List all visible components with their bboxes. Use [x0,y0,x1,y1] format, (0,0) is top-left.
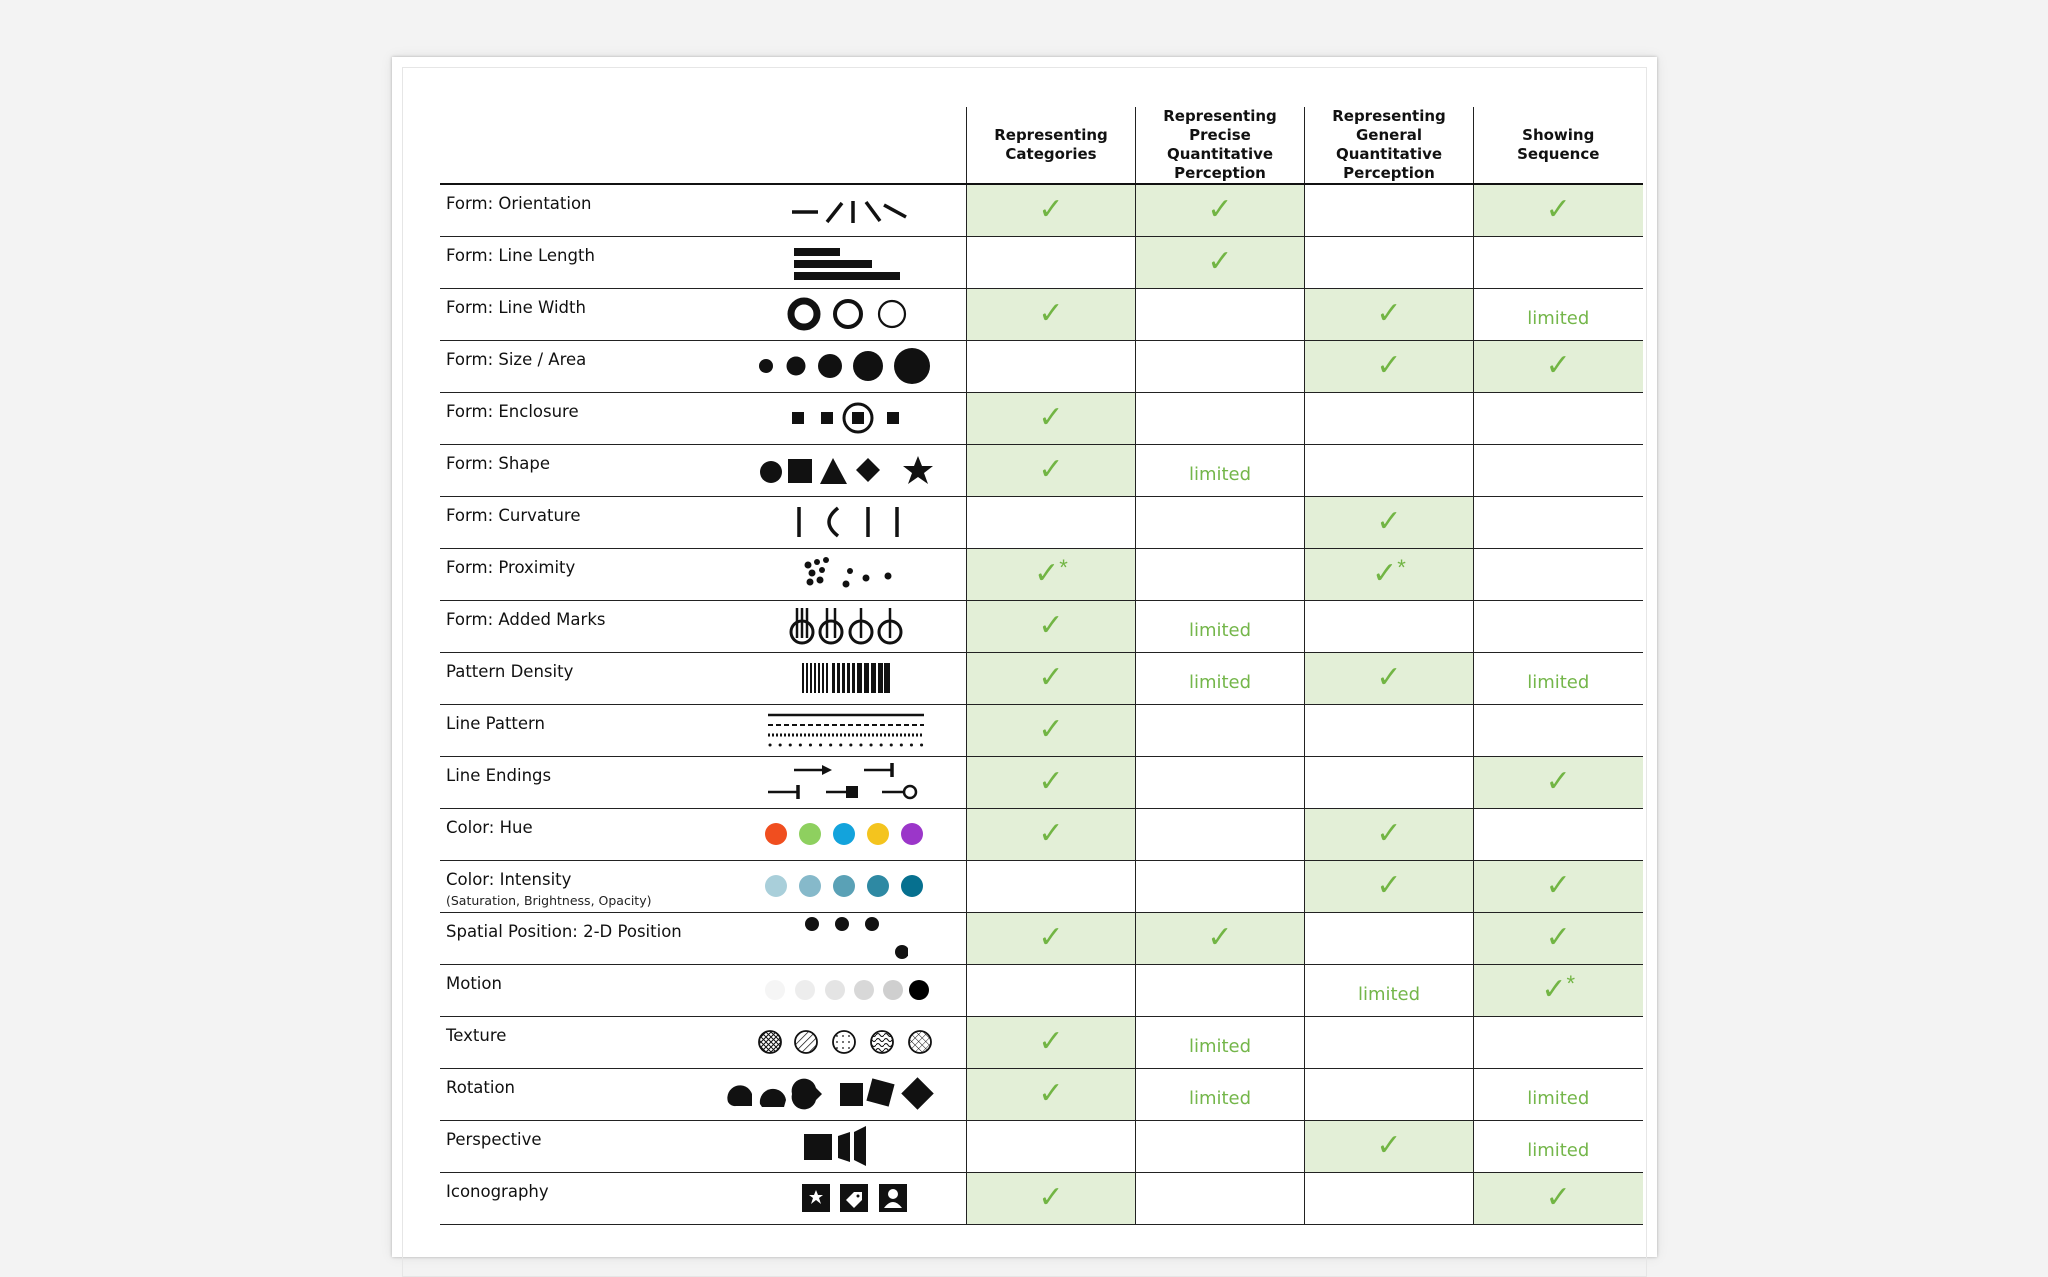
cell-general [1305,548,1474,600]
cell-general [1305,1172,1474,1224]
cell-seq [1474,496,1643,548]
check-icon: ✓ [1376,1128,1402,1163]
shape-icon [726,444,967,496]
cell-seq [1474,444,1643,496]
cell-seq [1474,340,1643,392]
cell-cat [967,288,1136,340]
cell-precise [1136,444,1305,496]
row-label-text: Form: Shape [446,453,551,473]
cell-cat [967,444,1136,496]
row-label-text: Color: Intensity [446,869,572,889]
cell-cat [967,756,1136,808]
row-label [440,340,726,392]
header-blank-glyph [726,107,967,184]
limited-label: limited [1527,1139,1590,1161]
cell-cat [967,1172,1136,1224]
perspective-icon [726,1120,967,1172]
check-icon: ✓ [1376,504,1402,539]
table-row [440,288,1643,340]
check-icon: ✓ [1376,660,1402,695]
cell-seq [1474,652,1643,704]
cell-general [1305,444,1474,496]
cell-seq [1474,860,1643,912]
check-icon: ✓ [1038,1024,1064,1059]
check-icon: ✓ [1545,192,1571,228]
table-row [440,392,1643,444]
cell-precise [1136,184,1305,236]
size-area-icon [726,340,967,392]
limited-label: limited [1188,463,1252,485]
color-hue-icon [726,808,967,860]
check-icon: ✓ [1372,556,1398,591]
cell-cat [967,600,1136,652]
pattern-density-icon [726,652,967,704]
column-header-line: Representing [1332,107,1446,125]
color-intensity-icon [726,860,967,912]
line-width-icon [726,288,967,340]
cell-seq [1474,808,1643,860]
cell-cat [967,808,1136,860]
check-icon: ✓ [1545,348,1571,383]
iconography-icon [726,1172,967,1224]
check-icon: ✓ [1038,452,1064,487]
table-row [440,964,1643,1016]
check-icon: ✓ [1038,608,1064,643]
row-label-text: Texture [446,1025,507,1045]
column-header-line: Showing [1522,126,1595,144]
cell-cat [967,236,1136,288]
cell-general [1305,912,1474,964]
cell-cat [967,860,1136,912]
cell-precise [1136,548,1305,600]
check-icon: ✓ [1545,764,1571,799]
check-icon: ✓ [1545,1180,1571,1215]
cell-general [1305,1120,1474,1172]
row-label [440,808,726,860]
row-label [440,548,726,600]
asterisk-note: * [1059,555,1068,580]
header-row [440,107,1643,184]
rotation-icon [726,1068,967,1120]
table-row [440,236,1643,288]
cell-general [1305,236,1474,288]
cell-seq [1474,704,1643,756]
row-label-text: Iconography [446,1181,549,1201]
cell-seq [1474,392,1643,444]
check-icon: ✓ [1038,920,1064,955]
cell-precise [1136,652,1305,704]
row-label [440,1016,726,1068]
table-row [440,1016,1643,1068]
cell-precise [1136,1016,1305,1068]
added-marks-icon [726,600,967,652]
line-endings-icon [726,756,967,808]
cell-seq [1474,288,1643,340]
cell-cat [967,964,1136,1016]
motion-icon [726,964,967,1016]
visual-encoding-table [440,107,1643,1225]
cell-cat [967,652,1136,704]
cell-general [1305,288,1474,340]
cell-cat [967,496,1136,548]
check-icon: ✓ [1541,972,1567,1007]
row-label [440,652,726,704]
cell-general [1305,340,1474,392]
row-label-text: Rotation [446,1077,516,1097]
proximity-icon [726,548,967,600]
limited-label: limited [1357,983,1421,1005]
enclosure-icon [726,392,967,444]
cell-precise [1136,1172,1305,1224]
check-icon: ✓ [1034,556,1060,591]
check-icon: ✓ [1376,296,1402,331]
line-length-icon [726,236,967,288]
cell-precise [1136,340,1305,392]
cell-seq [1474,548,1643,600]
asterisk-note: * [1397,555,1406,580]
cell-precise [1136,288,1305,340]
table-row [440,704,1643,756]
limited-label: limited [1527,671,1590,693]
row-label [440,704,726,756]
check-icon: ✓ [1376,868,1402,903]
row-label-text: Perspective [446,1129,542,1149]
limited-label: limited [1188,671,1252,693]
cell-seq [1474,756,1643,808]
cell-precise [1136,1120,1305,1172]
table-row [440,1120,1643,1172]
cell-cat [967,704,1136,756]
cell-seq [1474,600,1643,652]
cell-precise [1136,1068,1305,1120]
header-blank [440,107,726,184]
cell-general [1305,860,1474,912]
row-label [440,1172,726,1224]
row-label-text: Form: Line Length [446,245,595,265]
check-icon: ✓ [1376,348,1402,383]
cell-general [1305,496,1474,548]
row-label [440,860,726,912]
table-row [440,652,1643,704]
check-icon: ✓ [1545,868,1571,903]
row-label [440,912,726,964]
column-header-precise [1136,107,1305,184]
limited-label: limited [1527,1087,1590,1109]
cell-seq [1474,964,1643,1016]
cell-seq [1474,912,1643,964]
column-header-line: Representing [1163,107,1277,125]
table-row [440,756,1643,808]
row-label [440,1068,726,1120]
cell-cat [967,184,1136,236]
check-icon: ✓ [1038,1076,1064,1111]
table-row [440,912,1643,964]
check-icon: ✓ [1207,920,1233,955]
cell-seq [1474,1016,1643,1068]
check-icon: ✓ [1545,920,1571,955]
cell-seq [1474,184,1643,236]
check-icon: ✓ [1376,816,1402,851]
row-label-text: Line Endings [446,765,552,785]
cell-general [1305,600,1474,652]
limited-label: limited [1527,307,1590,329]
cell-precise [1136,756,1305,808]
table-row [440,860,1643,912]
row-label-text: Form: Added Marks [446,609,606,629]
table-row [440,496,1643,548]
check-icon: ✓ [1038,1180,1064,1215]
row-label-text: Form: Proximity [446,557,576,577]
row-label [440,288,726,340]
cell-cat [967,912,1136,964]
check-icon: ✓ [1207,244,1233,279]
cell-cat [967,1120,1136,1172]
cell-general [1305,392,1474,444]
cell-general [1305,1016,1474,1068]
row-label [440,756,726,808]
check-icon: ✓ [1207,192,1233,228]
cell-precise [1136,704,1305,756]
cell-general [1305,756,1474,808]
cell-cat [967,1016,1136,1068]
table-row [440,808,1643,860]
column-header-cat [967,107,1136,184]
row-label-text: Form: Curvature [446,505,581,525]
cell-cat [967,392,1136,444]
curvature-icon [726,496,967,548]
row-label-text: Form: Line Width [446,297,586,317]
row-label [440,184,726,236]
table-row [440,444,1643,496]
cell-precise [1136,392,1305,444]
column-header-line: Perception [1343,164,1435,182]
cell-general [1305,652,1474,704]
row-label [440,496,726,548]
column-header-line: Perception [1174,164,1266,182]
check-icon: ✓ [1038,192,1064,228]
cell-cat [967,548,1136,600]
limited-label: limited [1188,619,1252,641]
limited-label: limited [1188,1035,1252,1057]
table-row [440,548,1643,600]
cell-seq [1474,1068,1643,1120]
row-label-text: Color: Hue [446,817,533,837]
cell-general [1305,964,1474,1016]
texture-icon [726,1016,967,1068]
row-label-text: Form: Orientation [446,194,592,213]
check-icon: ✓ [1038,764,1064,799]
cell-cat [967,1068,1136,1120]
row-label [440,1120,726,1172]
column-header-line: Representing [994,126,1108,144]
cell-precise [1136,860,1305,912]
cell-precise [1136,236,1305,288]
line-pattern-icon [726,704,967,756]
limited-label: limited [1188,1087,1252,1109]
orientation-icon [726,184,967,236]
column-header-seq [1474,107,1643,184]
row-label [440,964,726,1016]
column-header-line: Precise Quantitative [1166,126,1274,163]
row-label-text: Pattern Density [446,661,574,681]
table-row [440,340,1643,392]
cell-seq [1474,236,1643,288]
row-label-text: Spatial Position: 2-D Position [446,921,682,941]
cell-general [1305,184,1474,236]
row-label-text: Form: Size / Area [446,349,587,369]
table-row [440,600,1643,652]
check-icon: ✓ [1038,816,1064,851]
cell-seq [1474,1172,1643,1224]
row-label [440,236,726,288]
column-header-general [1305,107,1474,184]
row-label [440,444,726,496]
check-icon: ✓ [1038,296,1064,331]
check-icon: ✓ [1038,712,1064,747]
cell-general [1305,704,1474,756]
cell-cat [967,340,1136,392]
cell-general [1305,1068,1474,1120]
cell-seq [1474,1120,1643,1172]
check-icon: ✓ [1038,660,1064,695]
table-row [440,184,1643,236]
table-row [440,1068,1643,1120]
row-label-text: Line Pattern [446,713,545,733]
row-label [440,600,726,652]
column-header-line: Sequence [1517,145,1600,163]
spatial-position-icon [726,912,967,964]
cell-precise [1136,964,1305,1016]
cell-precise [1136,496,1305,548]
column-header-line: General Quantitative [1335,126,1443,163]
row-label [440,392,726,444]
cell-precise [1136,600,1305,652]
cell-precise [1136,912,1305,964]
check-icon: ✓ [1038,400,1064,435]
row-label-text: Form: Enclosure [446,401,579,421]
cell-precise [1136,808,1305,860]
row-label-note: (Saturation, Brightness, Opacity) [446,892,652,908]
table-row [440,1172,1643,1224]
document-page [392,57,1657,1257]
asterisk-note: * [1566,971,1576,996]
row-label-text: Motion [446,973,502,993]
column-header-line: Categories [1005,145,1097,163]
cell-general [1305,808,1474,860]
